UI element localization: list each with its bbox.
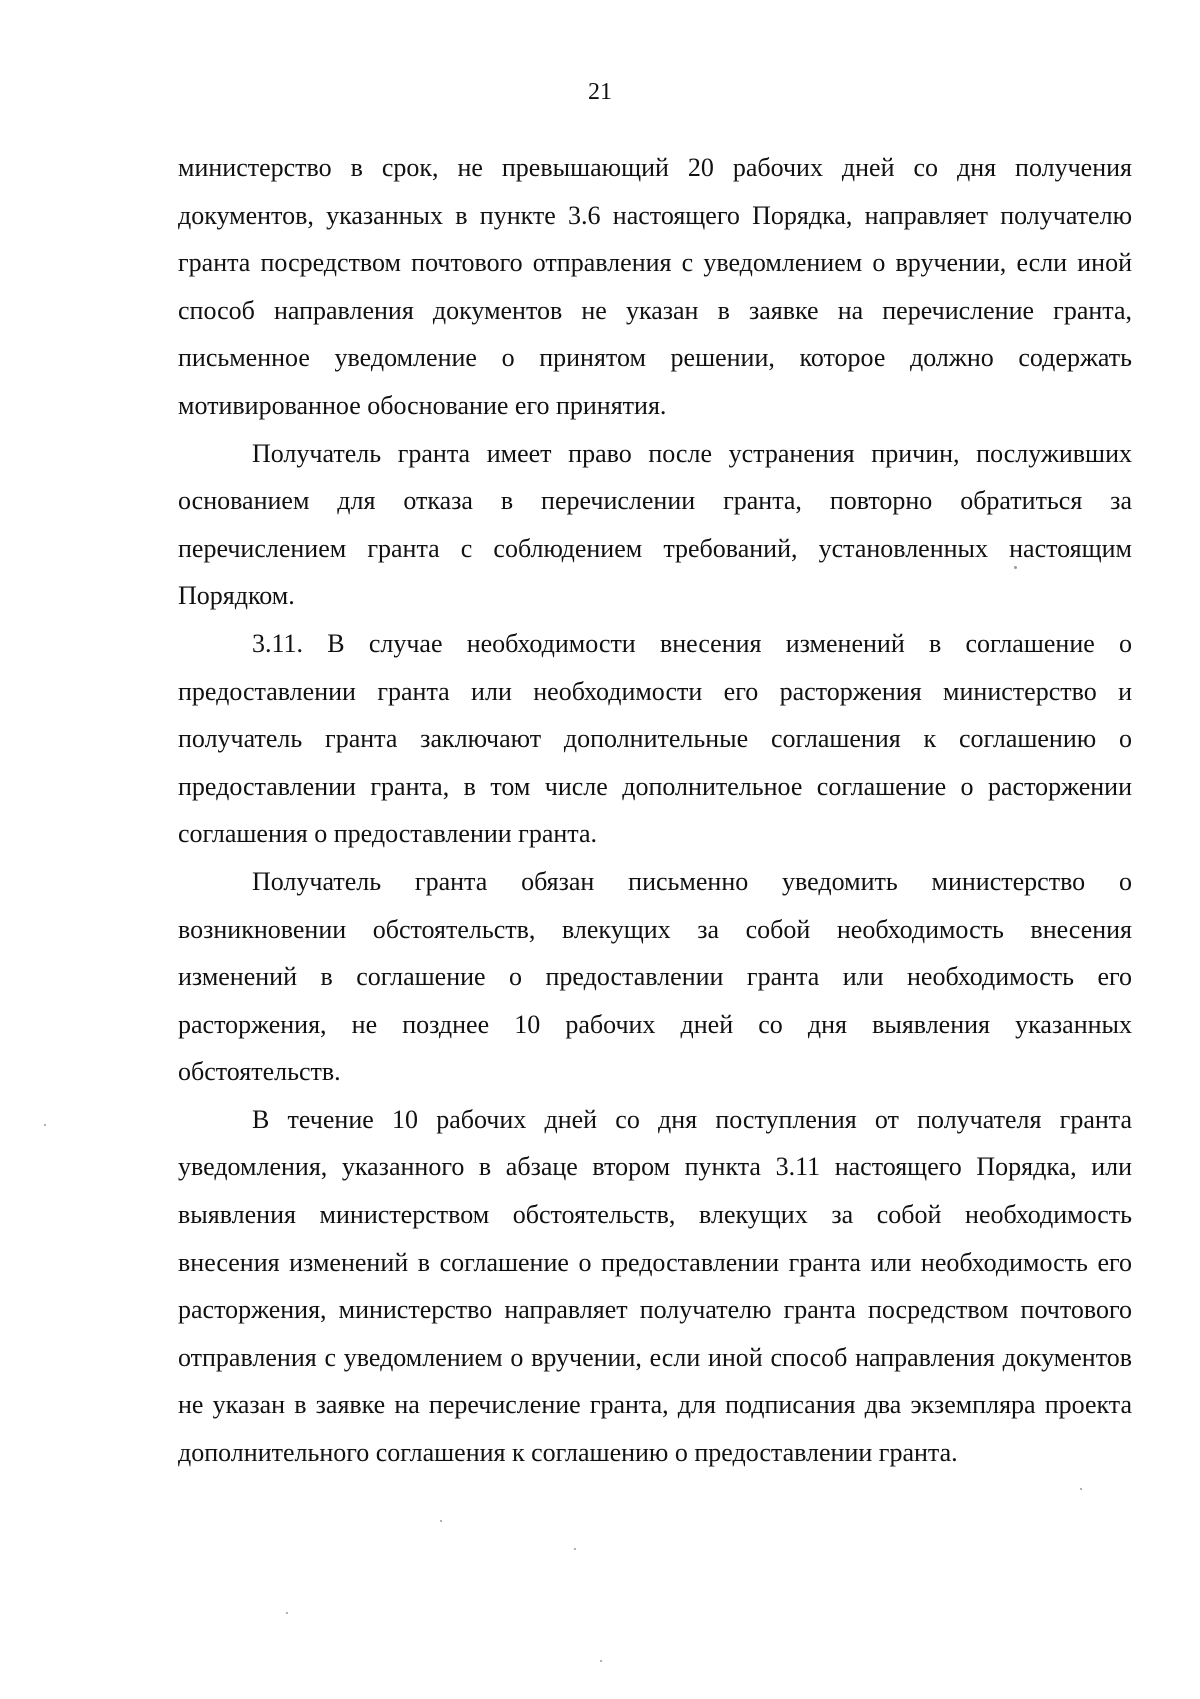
scan-speck	[1014, 566, 1017, 569]
paragraph-resubmission-right: Получатель гранта имеет право после устранения причин, послуживших основанием для отказа в перечислении гранта, повторно обратиться за перечислением гранта с соблюдением требований, установленных настоящим Порядком.	[178, 438, 1132, 611]
page-number: 21	[588, 79, 612, 105]
scan-speck	[1080, 1488, 1082, 1490]
scan-speck	[574, 1548, 576, 1550]
scan-speck	[440, 1520, 442, 1522]
paragraph-notification-duty: Получатель гранта обязан письменно уведомить министерство о возникновении обстоятельств, влекущих за собой необходимость внесения изменений в соглашение о предоставлении гранта или необходимость его расторжения, не позднее 10 рабочих дней со дня выявления указанных обстоятельств.	[178, 866, 1132, 1087]
paragraph-ministry-procedure: В течение 10 рабочих дней со дня поступления от получателя гранта уведомления, указанного в абзаце втором пункта 3.11 настоящего Порядка, или выявления министерством обстоятельств, влекущих за собой необходимость внесения изменений в соглашение о предоставлении гранта или необходимость его расторжения, министерство направляет получателю гранта посредством почтового отправления с уведомлением о вручении, если иной способ направления документов не указан в заявке на перечисление гранта, для подписания два экземпляра проекта дополнительного соглашения к соглашению о предоставлении гранта.	[178, 1104, 1132, 1468]
scan-speck	[286, 1612, 288, 1614]
scan-speck	[44, 1124, 46, 1126]
paragraph-3-11-amendments: 3.11. В случае необходимости внесения изменений в соглашение о предоставлении гранта или необходимости его расторжения министерство и получатель гранта заключают дополнительные соглашения к соглашению о предоставлении гранта, в том числе дополнительное соглашение о расторжении соглашения о предоставлении гранта.	[178, 628, 1132, 849]
document-body	[178, 144, 1132, 1477]
paragraph-continuation: министерство в срок, не превышающий 20 рабочих дней со дня получения документов, указанных в пункте 3.6 настоящего Порядка, направляет получателю гранта посредством почтового отправления с уведомлением о вручении, если иной способ направления документов не указан в заявке на перечисление гранта, письменное уведомление о принятом решении, которое должно содержать мотивированное обоснование его принятия.	[178, 153, 1132, 420]
scan-speck	[600, 1660, 602, 1662]
